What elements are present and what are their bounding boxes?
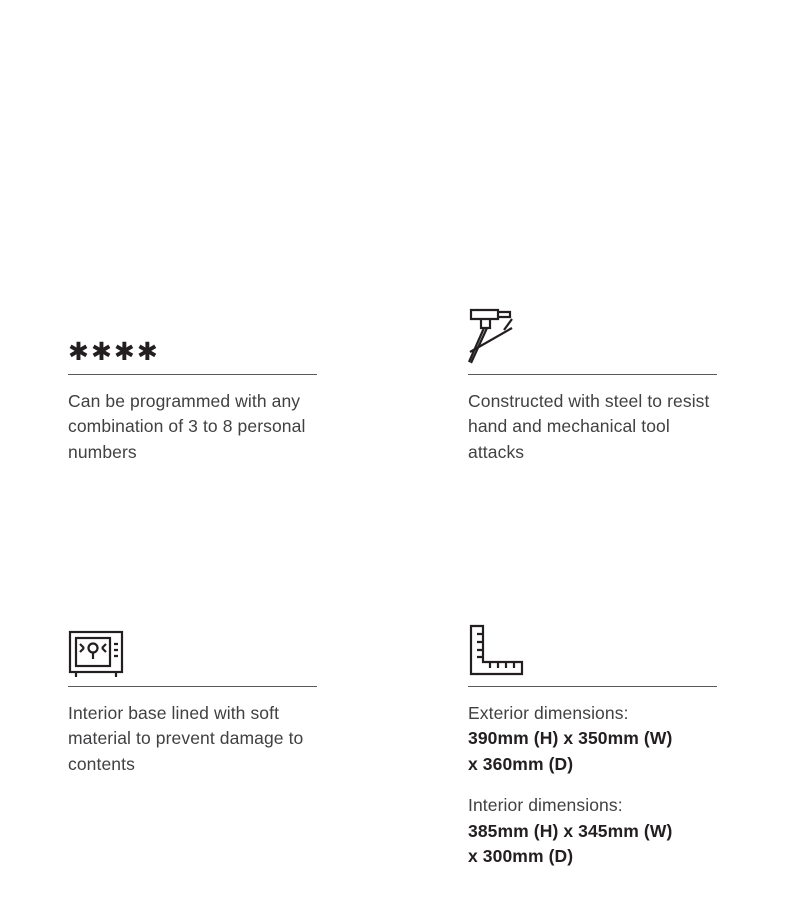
divider	[468, 374, 717, 375]
feature-description: Can be programmed with any combination of 3 to 8 personal numbers	[68, 391, 306, 462]
safe-box-icon-container	[68, 612, 317, 680]
feature-item-programmable-code	[68, 300, 317, 465]
divider	[68, 686, 317, 687]
feature-item-dimensions	[468, 612, 717, 869]
exterior-dimensions-value-line-1: 390mm (H) x 350mm (W)	[468, 728, 673, 749]
asterisk-code-icon-container	[68, 300, 317, 368]
interior-dimensions-label: Interior dimensions:	[468, 795, 623, 816]
divider	[68, 374, 317, 375]
feature-item-lined-interior	[68, 612, 317, 777]
ruler-square-icon-container	[468, 612, 717, 680]
feature-item-steel-construction	[468, 300, 717, 465]
feature-description: Constructed with steel to resist hand and mechanical tool attacks	[468, 391, 710, 462]
safe-box-icon	[68, 630, 124, 680]
exterior-dimensions-label: Exterior dimensions:	[468, 703, 629, 723]
asterisk-code-icon: ✱✱✱✱	[68, 337, 160, 366]
interior-dimensions	[468, 793, 717, 869]
exterior-dimensions-value-line-2: x 360mm (D)	[468, 753, 574, 774]
ruler-square-icon	[468, 624, 526, 680]
hammer-chisel-icon-container	[468, 300, 717, 368]
feature-description: Interior base lined with soft material to prevent damage to contents	[68, 703, 304, 774]
hammer-chisel-icon	[468, 306, 528, 368]
interior-dimensions-value-line-1: 385mm (H) x 345mm (W)	[468, 820, 673, 841]
interior-dimensions-value-line-2: x 300mm (D)	[468, 845, 574, 866]
exterior-dimensions	[468, 701, 717, 777]
divider	[468, 686, 717, 687]
